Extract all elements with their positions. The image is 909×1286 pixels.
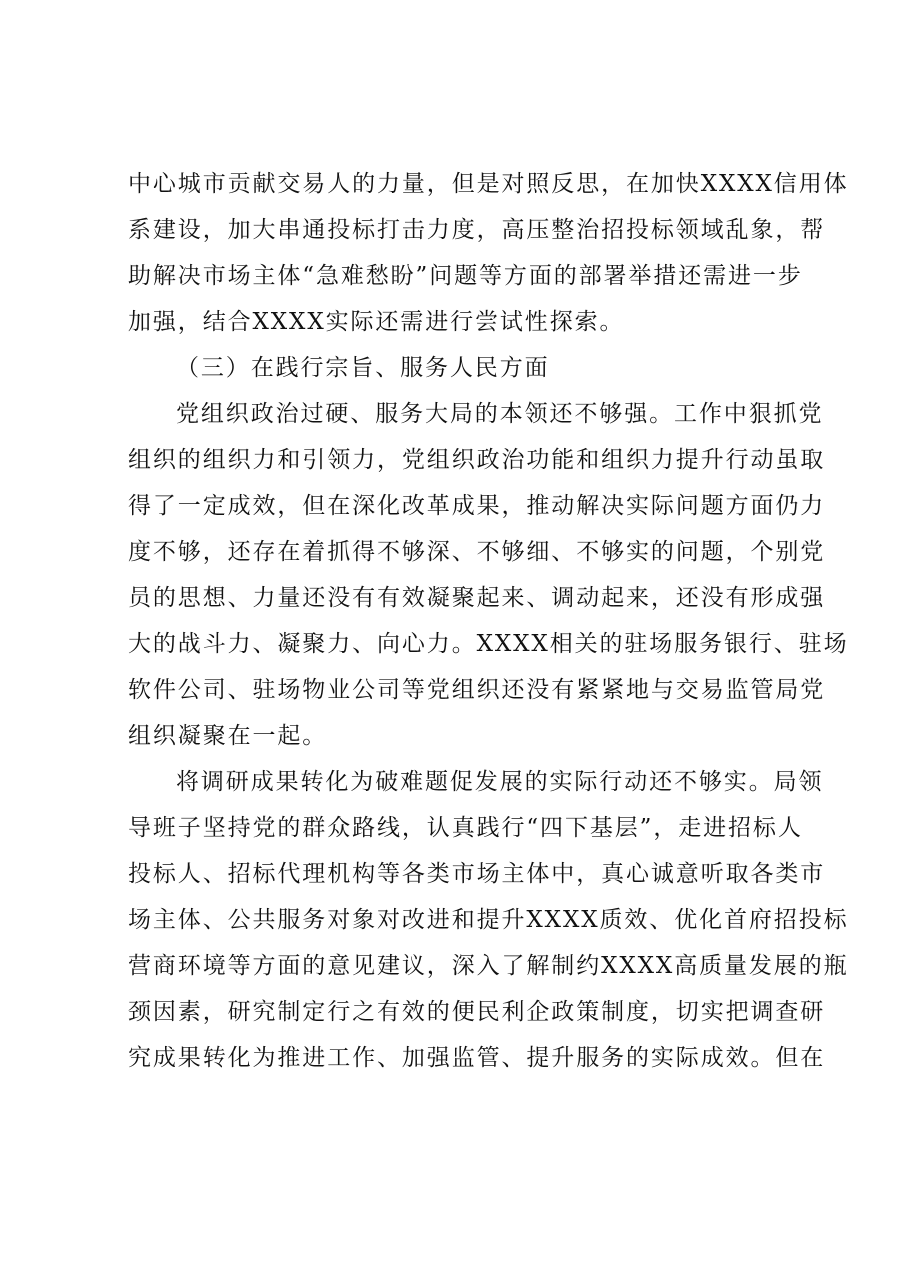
text-line: 投标人、招标代理机构等各类市场主体中，真心诚意听取各类市 bbox=[128, 861, 826, 887]
paragraph-continuation bbox=[128, 161, 849, 345]
paragraph-2 bbox=[128, 759, 849, 1081]
text-line: 得了一定成效，但在深化改革成果，推动解决实际问题方面仍力 bbox=[128, 493, 826, 519]
text-line: 加强，结合XXXX实际还需进行尝试性探索。 bbox=[128, 309, 625, 335]
text-line: 大的战斗力、凝聚力、向心力。XXXX相关的驻场服务银行、驻场 bbox=[128, 631, 849, 657]
text-line: 组织的组织力和引领力，党组织政治功能和组织力提升行动虽取 bbox=[128, 447, 826, 473]
text-line: 场主体、公共服务对象对改进和提升XXXX质效、优化首府招投标 bbox=[128, 907, 849, 933]
section-heading: （三）在践行宗旨、服务人民方面 bbox=[176, 355, 550, 381]
text-line: 软件公司、驻场物业公司等党组织还没有紧紧地与交易监管局党 bbox=[128, 677, 826, 703]
text-line: 系建设，加大串通投标打击力度，高压整治招投标领域乱象，帮 bbox=[128, 217, 826, 243]
paragraph-1 bbox=[128, 391, 849, 759]
text-line: 度不够，还存在着抓得不够深、不够细、不够实的问题，个别党 bbox=[128, 539, 826, 565]
text-line: 党组织政治过硬、服务大局的本领还不够强。工作中狠抓党 bbox=[176, 401, 824, 427]
text-line: 中心城市贡献交易人的力量，但是对照反思，在加快XXXX信用体 bbox=[128, 171, 849, 197]
text-line: 员的思想、力量还没有有效凝聚起来、调动起来，还没有形成强 bbox=[128, 585, 826, 611]
text-line: 组织凝聚在一起。 bbox=[128, 723, 328, 749]
text-line: 颈因素，研究制定行之有效的便民利企政策制度，切实把调查研 bbox=[128, 999, 826, 1025]
text-line: 究成果转化为推进工作、加强监管、提升服务的实际成效。但在 bbox=[128, 1045, 826, 1071]
text-line: 导班子坚持党的群众路线，认真践行“四下基层”，走进招标人 bbox=[128, 815, 803, 841]
document-body bbox=[128, 161, 849, 1081]
text-line: 助解决市场主体“急难愁盼”问题等方面的部署举措还需进一步 bbox=[128, 263, 803, 289]
text-line: 将调研成果转化为破难题促发展的实际行动还不够实。局领 bbox=[176, 769, 824, 795]
text-line: 营商环境等方面的意见建议，深入了解制约XXXX高质量发展的瓶 bbox=[128, 953, 849, 979]
